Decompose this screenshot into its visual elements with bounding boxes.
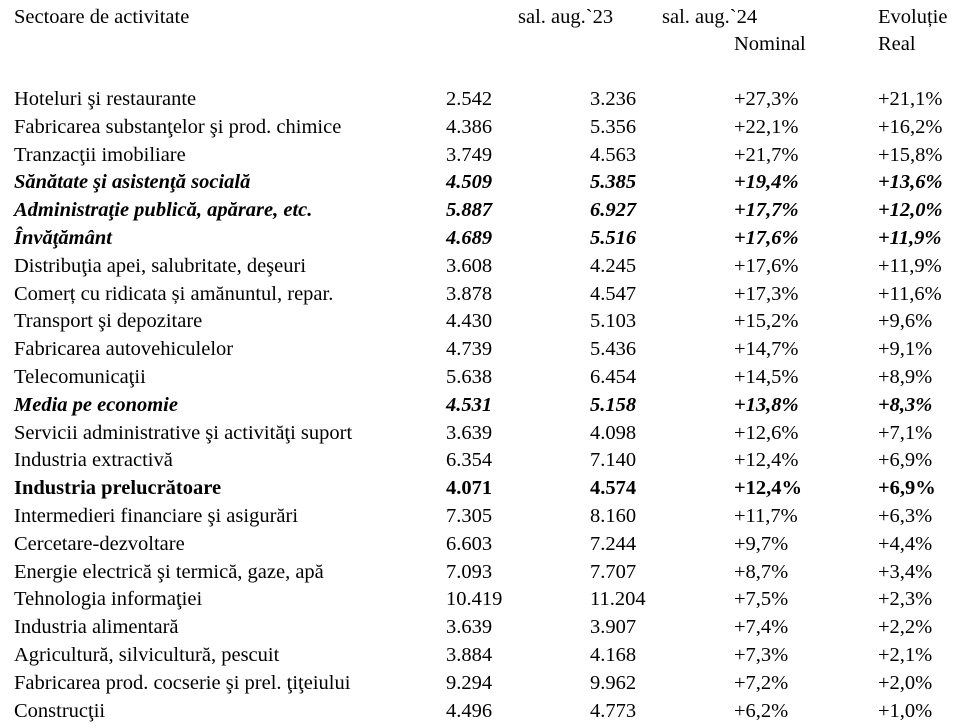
salary-2024-cell: 5.158 bbox=[590, 393, 637, 416]
table-row bbox=[0, 642, 972, 670]
sector-cell: Tranzacţii imobiliare bbox=[14, 143, 186, 166]
salary-2024-cell: 7.140 bbox=[590, 449, 637, 472]
salary-2024-cell: 8.160 bbox=[590, 504, 637, 527]
real-change-cell: +11,9% bbox=[878, 254, 942, 277]
nominal-change-cell: +17,6% bbox=[734, 254, 799, 277]
sector-cell: Tehnologia informaţiei bbox=[14, 588, 203, 611]
salary-2024-cell: 3.236 bbox=[590, 88, 637, 110]
salary-2024-cell: 5.436 bbox=[590, 338, 637, 361]
salary-2024-cell: 4.574 bbox=[590, 477, 637, 500]
nominal-change-cell: +17,7% bbox=[734, 199, 799, 222]
table-row bbox=[0, 475, 972, 503]
table-row bbox=[0, 698, 972, 726]
sector-cell: Industria prelucrătoare bbox=[14, 477, 222, 500]
sector-cell: Sănătate şi asistenţă socială bbox=[14, 171, 251, 194]
nominal-change-cell: +13,8% bbox=[734, 393, 799, 416]
sector-cell: Industria extractivă bbox=[14, 449, 173, 472]
sector-cell: Industria alimentară bbox=[14, 616, 179, 639]
table-row bbox=[0, 420, 972, 448]
real-change-cell: +12,0% bbox=[878, 199, 943, 222]
salary-2023-cell: 3.639 bbox=[446, 616, 493, 639]
real-change-cell: +6,9% bbox=[878, 449, 933, 472]
salary-2023-cell: 7.305 bbox=[446, 504, 493, 527]
salary-2023-cell: 9.294 bbox=[446, 671, 493, 694]
salary-2023-cell: 6.603 bbox=[446, 532, 493, 555]
sector-cell: Telecomunicaţii bbox=[14, 365, 146, 388]
sector-cell: Hoteluri şi restaurante bbox=[14, 88, 197, 110]
nominal-change-cell: +14,7% bbox=[734, 338, 799, 361]
table-row bbox=[0, 531, 972, 559]
table-row bbox=[0, 670, 972, 698]
salary-2023-cell: 3.608 bbox=[446, 254, 493, 277]
sector-cell: Comerț cu ridicata și amănuntul, repar. bbox=[14, 282, 334, 305]
real-change-cell: +6,9% bbox=[878, 477, 936, 500]
sector-cell: Agricultură, silvicultură, pescuit bbox=[14, 643, 280, 666]
real-change-cell: +2,3% bbox=[878, 588, 933, 611]
sector-cell: Administraţie publică, apărare, etc. bbox=[14, 199, 313, 222]
nominal-change-cell: +22,1% bbox=[734, 115, 799, 138]
real-change-cell: +6,3% bbox=[878, 504, 933, 527]
real-change-cell: +2,1% bbox=[878, 643, 933, 666]
salary-2024-cell: 7.244 bbox=[590, 532, 637, 555]
table-row bbox=[0, 586, 972, 614]
table-row bbox=[0, 308, 972, 336]
header-real: Real bbox=[878, 33, 916, 55]
table-row bbox=[0, 392, 972, 420]
salary-2024-cell: 6.927 bbox=[590, 199, 637, 222]
table-row bbox=[0, 281, 972, 309]
real-change-cell: +21,1% bbox=[878, 88, 943, 110]
salary-2024-cell: 4.168 bbox=[590, 643, 637, 666]
header-salary-2024: sal. aug.`24 bbox=[662, 6, 758, 28]
nominal-change-cell: +12,4% bbox=[734, 449, 799, 472]
salary-2023-cell: 3.884 bbox=[446, 643, 493, 666]
salary-2023-cell: 3.639 bbox=[446, 421, 493, 444]
sector-cell: Transport şi depozitare bbox=[14, 310, 203, 333]
table-row bbox=[0, 447, 972, 475]
salary-2024-cell: 7.707 bbox=[590, 560, 637, 583]
salary-2024-cell: 11.204 bbox=[590, 588, 646, 611]
real-change-cell: +9,6% bbox=[878, 310, 933, 333]
salary-2023-cell: 3.749 bbox=[446, 143, 493, 166]
header-evolution: Evoluție bbox=[878, 6, 948, 28]
salary-2023-cell: 5.887 bbox=[446, 199, 493, 222]
salary-2024-cell: 3.907 bbox=[590, 616, 637, 639]
nominal-change-cell: +15,2% bbox=[734, 310, 799, 333]
nominal-change-cell: +21,7% bbox=[734, 143, 799, 166]
real-change-cell: +3,4% bbox=[878, 560, 933, 583]
real-change-cell: +8,9% bbox=[878, 365, 933, 388]
salary-2024-cell: 6.454 bbox=[590, 365, 637, 388]
sector-cell: Fabricarea substanţelor şi prod. chimice bbox=[14, 115, 342, 138]
sector-cell: Fabricarea prod. cocserie şi prel. ţiţeiului bbox=[14, 671, 351, 694]
nominal-change-cell: +19,4% bbox=[734, 171, 799, 194]
table-row bbox=[0, 225, 972, 253]
nominal-change-cell: +14,5% bbox=[734, 365, 799, 388]
nominal-change-cell: +7,5% bbox=[734, 588, 789, 611]
nominal-change-cell: +7,3% bbox=[734, 643, 789, 666]
real-change-cell: +11,9% bbox=[878, 226, 942, 249]
table-row bbox=[0, 253, 972, 281]
salary-2024-cell: 5.356 bbox=[590, 115, 637, 138]
header-nominal: Nominal bbox=[734, 33, 806, 55]
salary-2023-cell: 5.638 bbox=[446, 365, 493, 388]
table-row bbox=[0, 197, 972, 225]
salary-2024-cell: 4.773 bbox=[590, 699, 637, 722]
nominal-change-cell: +8,7% bbox=[734, 560, 789, 583]
nominal-change-cell: +9,7% bbox=[734, 532, 789, 555]
salary-2023-cell: 4.739 bbox=[446, 338, 493, 361]
nominal-change-cell: +12,4% bbox=[734, 477, 803, 500]
nominal-change-cell: +6,2% bbox=[734, 699, 789, 722]
real-change-cell: +2,2% bbox=[878, 616, 933, 639]
table-row bbox=[0, 364, 972, 392]
nominal-change-cell: +17,6% bbox=[734, 226, 799, 249]
salary-2023-cell: 4.509 bbox=[446, 171, 493, 194]
sector-cell: Construcţii bbox=[14, 699, 106, 722]
nominal-change-cell: +7,2% bbox=[734, 671, 789, 694]
real-change-cell: +13,6% bbox=[878, 171, 943, 194]
salary-2023-cell: 4.430 bbox=[446, 310, 493, 333]
sector-cell: Distribuţia apei, salubritate, deşeuri bbox=[14, 254, 307, 277]
salary-2023-cell: 2.542 bbox=[446, 88, 493, 110]
table-row bbox=[0, 86, 972, 114]
sector-cell: Intermedieri financiare şi asigurări bbox=[14, 504, 299, 527]
salary-2023-cell: 6.354 bbox=[446, 449, 493, 472]
nominal-change-cell: +27,3% bbox=[734, 88, 799, 110]
real-change-cell: +8,3% bbox=[878, 393, 933, 416]
real-change-cell: +11,6% bbox=[878, 282, 942, 305]
real-change-cell: +1,0% bbox=[878, 699, 933, 722]
table-row bbox=[0, 503, 972, 531]
table-row bbox=[0, 336, 972, 364]
salary-2024-cell: 9.962 bbox=[590, 671, 637, 694]
salary-2023-cell: 7.093 bbox=[446, 560, 493, 583]
salary-2024-cell: 5.516 bbox=[590, 226, 637, 249]
table-row bbox=[0, 169, 972, 197]
table-row bbox=[0, 614, 972, 642]
nominal-change-cell: +7,4% bbox=[734, 616, 789, 639]
salary-2023-cell: 10.419 bbox=[446, 588, 503, 611]
real-change-cell: +15,8% bbox=[878, 143, 943, 166]
real-change-cell: +4,4% bbox=[878, 532, 933, 555]
salary-2024-cell: 4.245 bbox=[590, 254, 637, 277]
header-salary-2023: sal. aug.`23 bbox=[518, 6, 614, 28]
salary-table-body bbox=[0, 86, 972, 725]
real-change-cell: +16,2% bbox=[878, 115, 943, 138]
salary-2024-cell: 5.103 bbox=[590, 310, 637, 333]
table-row bbox=[0, 559, 972, 587]
real-change-cell: +2,0% bbox=[878, 671, 933, 694]
salary-2023-cell: 4.531 bbox=[446, 393, 493, 416]
header-sector: Sectoare de activitate bbox=[14, 6, 190, 28]
nominal-change-cell: +17,3% bbox=[734, 282, 799, 305]
salary-2024-cell: 4.563 bbox=[590, 143, 637, 166]
sector-cell: Energie electrică şi termică, gaze, apă bbox=[14, 560, 324, 583]
sector-cell: Fabricarea autovehiculelor bbox=[14, 338, 234, 361]
salary-2023-cell: 4.386 bbox=[446, 115, 493, 138]
salary-2023-cell: 4.496 bbox=[446, 699, 493, 722]
salary-2023-cell: 4.689 bbox=[446, 226, 493, 249]
nominal-change-cell: +11,7% bbox=[734, 504, 798, 527]
real-change-cell: +9,1% bbox=[878, 338, 933, 361]
salary-2023-cell: 3.878 bbox=[446, 282, 493, 305]
salary-2024-cell: 4.098 bbox=[590, 421, 637, 444]
table-row bbox=[0, 142, 972, 170]
real-change-cell: +7,1% bbox=[878, 421, 933, 444]
salary-2024-cell: 5.385 bbox=[590, 171, 637, 194]
sector-cell: Învăţământ bbox=[14, 226, 112, 249]
table-row bbox=[0, 114, 972, 142]
salary-2023-cell: 4.071 bbox=[446, 477, 493, 500]
nominal-change-cell: +12,6% bbox=[734, 421, 799, 444]
salary-2024-cell: 4.547 bbox=[590, 282, 637, 305]
sector-cell: Cercetare-dezvoltare bbox=[14, 532, 185, 555]
sector-cell: Servicii administrative şi activităţi suport bbox=[14, 421, 353, 444]
sector-cell: Media pe economie bbox=[14, 393, 178, 416]
